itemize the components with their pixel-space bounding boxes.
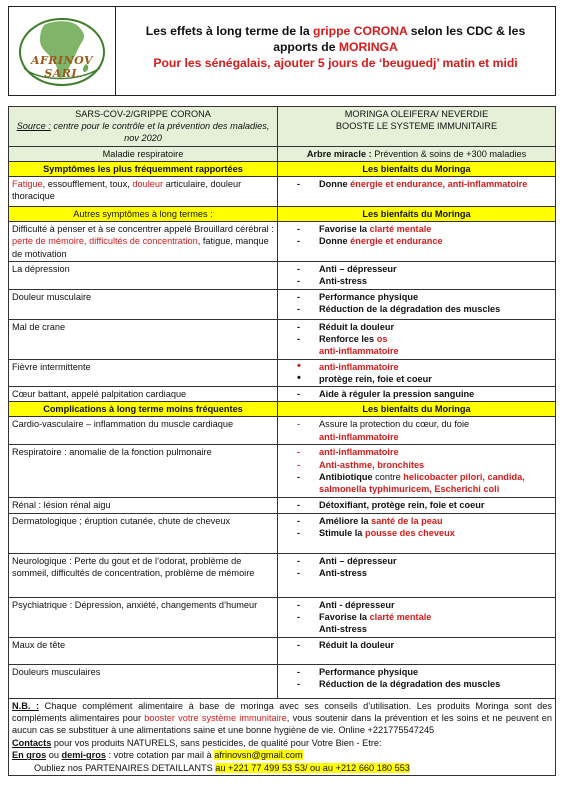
- right-title-1: MORINGA OLEIFERA/ NEVERDIE: [344, 109, 489, 119]
- section-header-row: [9, 161, 556, 176]
- table-row: [9, 664, 556, 698]
- footer-notes: [8, 699, 556, 776]
- effects-table: [8, 106, 556, 699]
- phone-numbers[interactable]: au +221 77 499 53 53/ ou au +212 660 180 553: [215, 762, 410, 773]
- left-subheader: Maladie respiratoire: [102, 148, 184, 159]
- benefit-renal: [278, 498, 556, 513]
- list-item: - Antibiotique contre helicobacter pilori, candida,: [297, 471, 552, 483]
- title-line3: Pour les sénégalais, ajouter 5 jours de ‘beuguedj’ matin et midi: [153, 56, 518, 70]
- symptom-douleur-musculaire: Douleur musculaire: [9, 289, 278, 319]
- right-subheader-cell: [278, 146, 556, 161]
- email-link[interactable]: afrinovsn@gmail.com: [214, 750, 303, 761]
- benefit-dermatologique: [278, 513, 556, 553]
- complication-respiratoire: Respiratoire : anomalie de la fonction pulmonaire: [9, 445, 278, 498]
- retailers-line: Oubliez nos PARTENAIRES DETAILLANTS au +221 77 499 53 53/ ou au +212 660 180 553: [34, 762, 410, 773]
- list-item: - Performance physique: [297, 666, 552, 678]
- benefit-fievre: [278, 359, 556, 386]
- table-row: [9, 597, 556, 637]
- list-item: - Assure la protection du cœur, du foie: [297, 418, 552, 430]
- benefit-douleur-musculaire: [278, 289, 556, 319]
- table-row: [9, 417, 556, 445]
- list-item: - Anti-stress: [297, 275, 552, 287]
- complication-dermatologique: Dermatologique ; éruption cutanée, chute de cheveux: [9, 513, 278, 553]
- table-row: [9, 553, 556, 597]
- right-header-cell: [278, 107, 556, 147]
- list-item: - Renforce les os: [297, 333, 552, 345]
- section2-left: [9, 207, 278, 222]
- benefit-douleurs-musculaires: [278, 664, 556, 698]
- wholesale-line: En gros ou demi-gros : votre cotation par mail à afrinovsn@gmail.com: [12, 750, 303, 761]
- right-subheader-bold: Arbre miracle :: [306, 148, 372, 159]
- table-row: [9, 222, 556, 262]
- right-subheader-rest: Prévention & soins de +300 maladies: [371, 148, 527, 159]
- nb-paragraph: N.B. : Chaque complément alimentaire à base de moringa avec ses conseils d’utilisation. Les produits Moringa sont des compléments alimentaires pour booster votre système immunitaire, vous soutenir dans la prévention et les soins et ne peuvent en aucun cas se substituer à une alimentations saine et une bonne hygiène de vie. Online +221775547245: [12, 700, 553, 736]
- table-row: [9, 319, 556, 359]
- list-item: anti-inflammatoire: [319, 431, 399, 442]
- list-item: - Favorise la clarté mentale: [297, 611, 552, 623]
- symptom-fatigue: Fatigue: [12, 179, 43, 190]
- symptom-brouillard: Difficulté à penser et à se concentrer appelé Brouillard cérébral : perte de mémoire, difficultés de concentration, fatigue, manque de motivation: [9, 222, 278, 262]
- contacts-line: Contacts pour vos produits NATURELS, sans pesticides, de qualité pour Votre Bien - Etre:: [12, 737, 382, 748]
- benefit-cardio: [278, 417, 556, 445]
- section2-left-label: Autres symptômes à long termes :: [73, 209, 213, 220]
- section3-left: Complications à long terme moins fréquentes: [9, 402, 278, 417]
- list-item: - Réduit la douleur: [297, 639, 552, 651]
- table-row: [9, 359, 556, 386]
- list-item: - Stimule la pousse des cheveux: [297, 527, 552, 539]
- complication-psychiatrique: Psychiatrique : Dépression, anxiété, changements d’humeur: [9, 597, 278, 637]
- list-item: Anti-stress: [319, 624, 367, 635]
- symptom-text-2: articulaire, douleur thoracique: [12, 179, 242, 202]
- right-title-2: BOOSTE LE SYSTEME IMMUNITAIRE: [335, 121, 498, 132]
- afrinov-logo: [16, 14, 108, 88]
- list-item: - Aide à réguler la pression sanguine: [297, 388, 552, 400]
- logo-text: AFRINOV SARL: [30, 54, 94, 80]
- benefit-respiratoire: [278, 445, 556, 498]
- table-row: [9, 107, 556, 147]
- table-row: [9, 146, 556, 161]
- title-line1-b: selon les CDC & les: [407, 24, 526, 38]
- complication-neurologique: Neurologique : Perte du gout et de l’odorat, problème de sommeil, difficultés de concentration, problème de mémoire: [9, 553, 278, 597]
- table-row: [9, 387, 556, 402]
- list-item: - Favorise la clarté mentale: [297, 223, 552, 235]
- table-row: [9, 637, 556, 664]
- benefit-psychiatrique: [278, 597, 556, 637]
- section1-left: Symptômes les plus fréquemment rapportées: [9, 161, 278, 176]
- complication-renal: Rénal : lésion rénal aigu: [9, 498, 278, 513]
- table-row: [9, 289, 556, 319]
- list-item: - Donne énergie et endurance: [297, 235, 552, 247]
- list-item: - Réduction de la dégradation des muscles: [297, 303, 552, 315]
- section1-symptoms: [9, 177, 278, 207]
- section-header-row: [9, 207, 556, 222]
- list-item: • protège rein, foie et coeur: [297, 373, 552, 385]
- benefit-maux-de-tete: [278, 637, 556, 664]
- benefit-mal-de-crane: [278, 319, 556, 359]
- header: [8, 6, 556, 96]
- complication-maux-de-tete: Maux de tête: [9, 637, 278, 664]
- section1-benefits: [278, 177, 556, 207]
- table-row: [9, 445, 556, 498]
- list-item: - Améliore la santé de la peau: [297, 515, 552, 527]
- section-header-row: [9, 402, 556, 417]
- table-row: [9, 513, 556, 553]
- symptom-coeur: Cœur battant, appelé palpitation cardiaque: [9, 387, 278, 402]
- list-item: - Anti – dépresseur: [297, 263, 552, 275]
- source-label: Source :: [16, 121, 51, 132]
- list-item: - Anti-asthme, bronchites: [297, 459, 552, 471]
- section1-right: Les bienfaits du Moringa: [278, 161, 556, 176]
- left-subheader-cell: [9, 146, 278, 161]
- list-item: - Donne énergie et endurance, anti-inflammatoire: [297, 178, 552, 190]
- list-item: anti-inflammatoire: [319, 346, 399, 357]
- section2-right: Les bienfaits du Moringa: [278, 207, 556, 222]
- list-item: - anti-inflammatoire: [297, 446, 552, 458]
- title-line2-red: MORINGA: [338, 40, 398, 54]
- complication-douleurs-musculaires: Douleurs musculaires: [9, 664, 278, 698]
- list-item: - Détoxifiant, protège rein, foie et coeur: [297, 499, 552, 511]
- symptom-text: , essoufflement, toux,: [42, 179, 133, 190]
- symptom-fievre: Fièvre intermittente: [9, 359, 278, 386]
- benefit-brouillard: [278, 222, 556, 262]
- title-line2-a: apports de: [273, 40, 339, 54]
- left-title: SARS-COV-2/GRIPPE CORONA: [75, 109, 211, 119]
- complication-cardio: Cardio-vasculaire – inflammation du muscle cardiaque: [9, 417, 278, 445]
- title-line1-red: grippe CORONA: [313, 24, 408, 38]
- list-item: - Anti - dépresseur: [297, 599, 552, 611]
- benefit-coeur: [278, 387, 556, 402]
- section3-right: Les bienfaits du Moringa: [278, 402, 556, 417]
- header-title: [116, 7, 555, 95]
- table-row: [9, 177, 556, 207]
- benefit-neurologique: [278, 553, 556, 597]
- left-header-cell: [9, 107, 278, 147]
- symptom-mal-de-crane: Mal de crane: [9, 319, 278, 359]
- list-item: - Performance physique: [297, 291, 552, 303]
- list-item: - Réduction de la dégradation des muscles: [297, 678, 552, 690]
- page: [8, 6, 556, 776]
- logo-cell: [9, 7, 116, 95]
- list-item: - Anti – dépresseur: [297, 555, 552, 567]
- source-text: centre pour le contrôle et la prévention des maladies, nov 2020: [50, 121, 270, 144]
- list-item: - Anti-stress: [297, 567, 552, 579]
- title-line1-a: Les effets à long terme de la: [145, 24, 314, 38]
- symptom-depression: La dépression: [9, 262, 278, 289]
- symptom-douleur: douleur: [132, 179, 164, 190]
- benefit-depression: [278, 262, 556, 289]
- list-item: salmonella typhimuricem, Escherichi coli: [319, 484, 500, 495]
- list-item: • anti-inflammatoire: [297, 361, 552, 373]
- list-item: - Réduit la douleur: [297, 321, 552, 333]
- table-row: [9, 498, 556, 513]
- table-row: [9, 262, 556, 289]
